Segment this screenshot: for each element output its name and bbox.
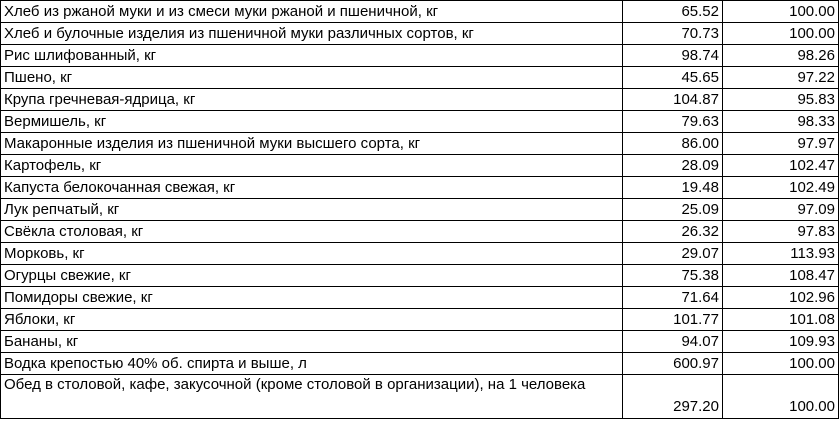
row-value2-cell: 97.83: [723, 221, 839, 243]
row-name-cell: Помидоры свежие, кг: [1, 287, 623, 309]
row-value2-cell: 98.33: [723, 111, 839, 133]
row-value2-cell: 95.83: [723, 89, 839, 111]
row-value2-cell: 100.00: [723, 353, 839, 375]
row-name-cell: Огурцы свежие, кг: [1, 265, 623, 287]
table-row: [1, 23, 839, 45]
table-row: [1, 177, 839, 199]
row-value2-cell: 102.96: [723, 287, 839, 309]
row-name-cell: Хлеб и булочные изделия из пшеничной муки различных сортов, кг: [1, 23, 623, 45]
row-value2-cell: 108.47: [723, 265, 839, 287]
row-value1-cell: 26.32: [623, 221, 723, 243]
table-row: [1, 89, 839, 111]
row-name-cell: Картофель, кг: [1, 155, 623, 177]
row-name-cell: Макаронные изделия из пшеничной муки высшего сорта, кг: [1, 133, 623, 155]
table-row: [1, 133, 839, 155]
row-value1-cell: 28.09: [623, 155, 723, 177]
row-value1-cell: 70.73: [623, 23, 723, 45]
row-value2-cell: 100.00: [723, 1, 839, 23]
row-name-cell: Яблоки, кг: [1, 309, 623, 331]
row-value2-cell: 98.26: [723, 45, 839, 67]
row-value1-cell: 98.74: [623, 45, 723, 67]
table-row: [1, 155, 839, 177]
row-value1-cell: 104.87: [623, 89, 723, 111]
table-row: [1, 287, 839, 309]
row-value1-cell: 86.00: [623, 133, 723, 155]
table-row: [1, 221, 839, 243]
row-value1-cell: 79.63: [623, 111, 723, 133]
table-row: [1, 45, 839, 67]
row-value1-cell: 600.97: [623, 353, 723, 375]
row-value2-cell: 102.49: [723, 177, 839, 199]
row-name-cell: Вермишель, кг: [1, 111, 623, 133]
row-value1-cell: 71.64: [623, 287, 723, 309]
row-value2-cell: 97.22: [723, 67, 839, 89]
row-name-cell: Лук репчатый, кг: [1, 199, 623, 221]
row-name-cell: Капуста белокочанная свежая, кг: [1, 177, 623, 199]
table-row: [1, 309, 839, 331]
row-value1-cell: 19.48: [623, 177, 723, 199]
row-value2-cell: 100.00: [723, 23, 839, 45]
row-value1-cell: 65.52: [623, 1, 723, 23]
row-name-cell: Свёкла столовая, кг: [1, 221, 623, 243]
row-value2-cell: 100.00: [723, 375, 839, 419]
table-row: [1, 67, 839, 89]
table-row: [1, 375, 839, 419]
row-value2-cell: 109.93: [723, 331, 839, 353]
row-value2-cell: 102.47: [723, 155, 839, 177]
row-value1-cell: 75.38: [623, 265, 723, 287]
row-value1-cell: 297.20: [623, 375, 723, 419]
row-value1-cell: 29.07: [623, 243, 723, 265]
row-value1-cell: 25.09: [623, 199, 723, 221]
row-name-cell: Рис шлифованный, кг: [1, 45, 623, 67]
row-value2-cell: 113.93: [723, 243, 839, 265]
row-value2-cell: 101.08: [723, 309, 839, 331]
table-row: [1, 243, 839, 265]
row-value2-cell: 97.09: [723, 199, 839, 221]
table-row: [1, 331, 839, 353]
row-name-cell: Обед в столовой, кафе, закусочной (кроме столовой в организации), на 1 человека: [1, 375, 623, 419]
row-name-cell: Бананы, кг: [1, 331, 623, 353]
table-row: [1, 111, 839, 133]
table-row: [1, 1, 839, 23]
row-value2-cell: 97.97: [723, 133, 839, 155]
row-name-cell: Водка крепостью 40% об. спирта и выше, л: [1, 353, 623, 375]
table-row: [1, 199, 839, 221]
row-name-cell: Хлеб из ржаной муки и из смеси муки ржаной и пшеничной, кг: [1, 1, 623, 23]
row-value1-cell: 45.65: [623, 67, 723, 89]
row-value1-cell: 101.77: [623, 309, 723, 331]
row-name-cell: Пшено, кг: [1, 67, 623, 89]
table-row: [1, 265, 839, 287]
row-name-cell: Морковь, кг: [1, 243, 623, 265]
row-name-cell: Крупа гречневая-ядрица, кг: [1, 89, 623, 111]
row-value1-cell: 94.07: [623, 331, 723, 353]
table-row: [1, 353, 839, 375]
